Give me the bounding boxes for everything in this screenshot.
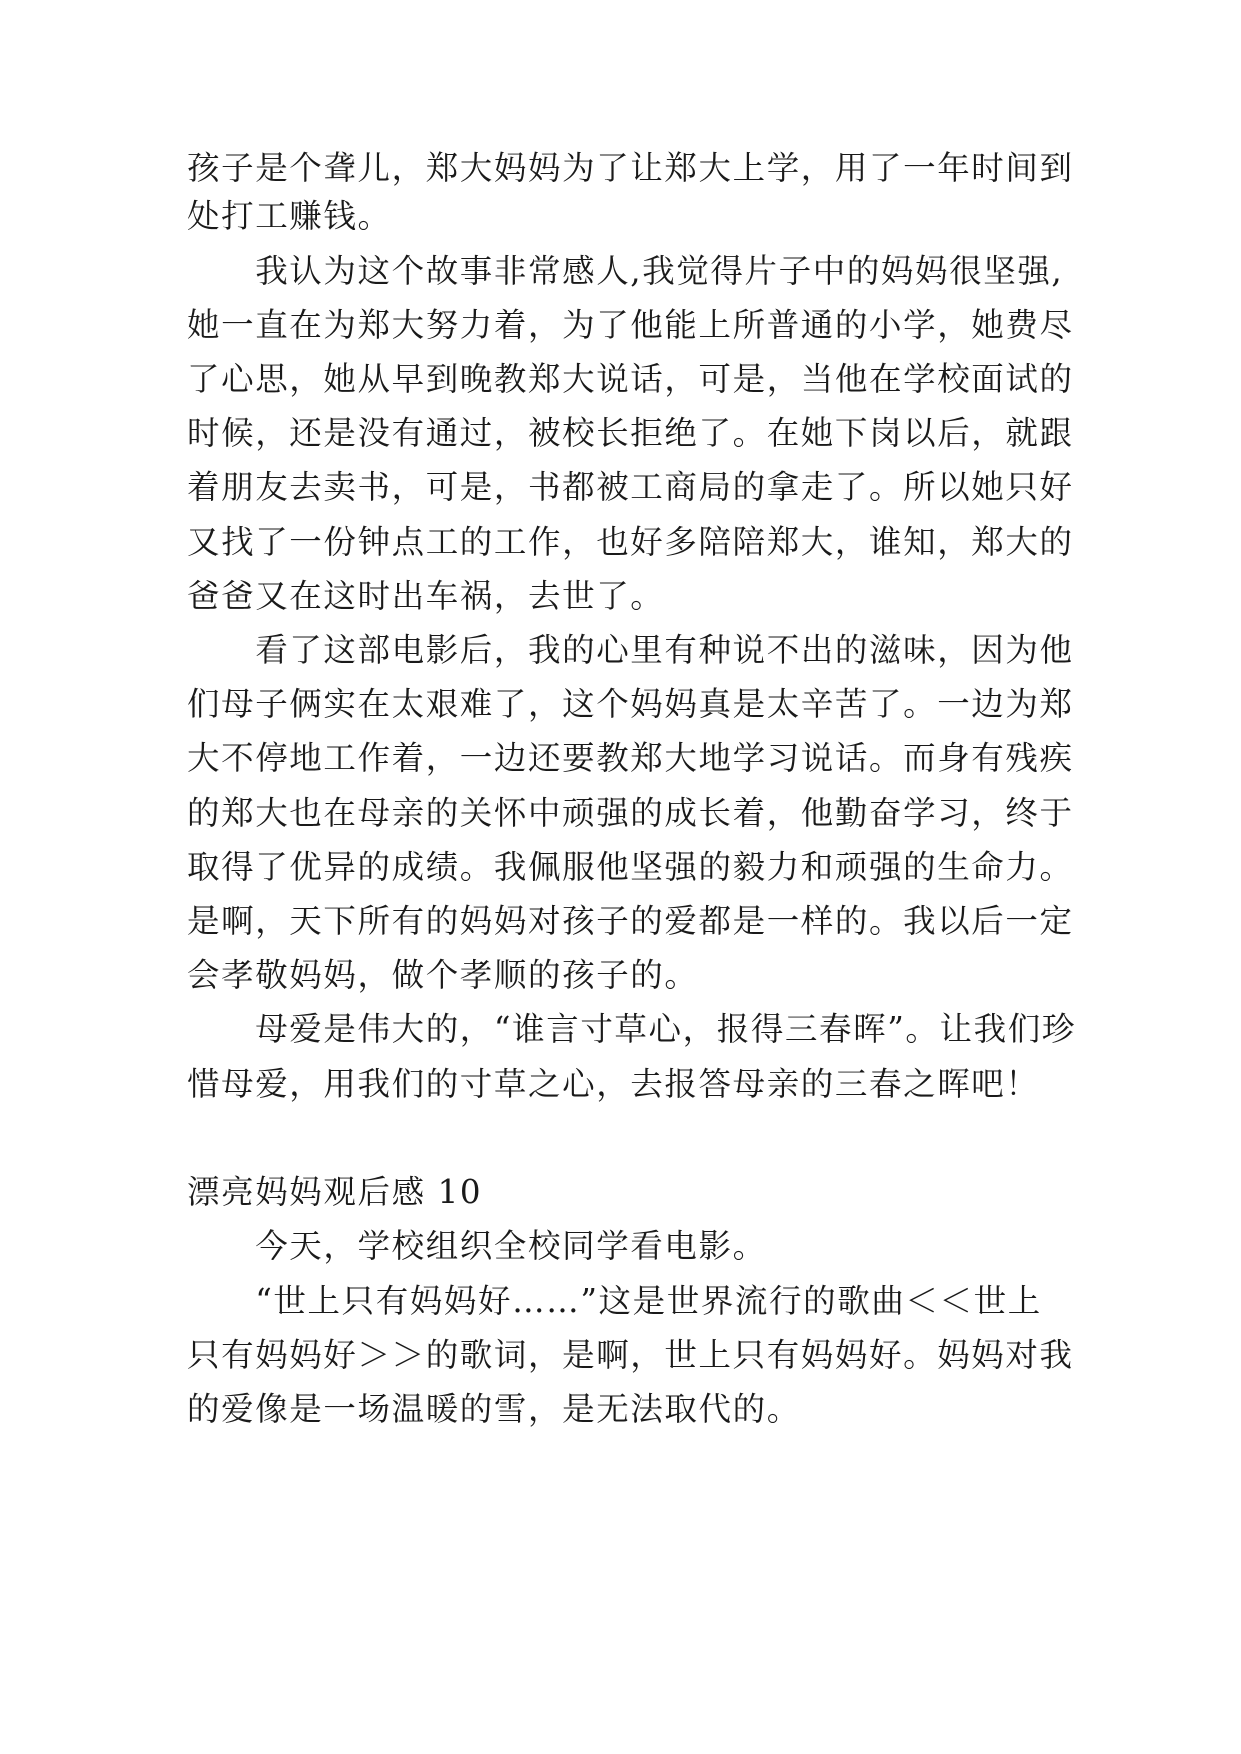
text-line: 惜母爱，用我们的寸草之心，去报答母亲的三春之晖吧！ xyxy=(187,1065,1040,1103)
text-line: 大不停地工作着，一边还要教郑大地学习说话。而身有残疾 xyxy=(187,739,1074,777)
text-line: 会孝敬妈妈，做个孝顺的孩子的。 xyxy=(187,956,699,994)
text-line: 们母子俩实在太艰难了，这个妈妈真是太辛苦了。一边为郑 xyxy=(187,685,1074,723)
text-line: 爸爸又在这时出车祸，去世了。 xyxy=(187,577,665,615)
text-line: 的郑大也在母亲的关怀中顽强的成长着，他勤奋学习，终于 xyxy=(187,794,1074,832)
text-line: 了心思，她从早到晚教郑大说话，可是，当他在学校面试的 xyxy=(187,360,1074,398)
text-line: 时候，还是没有通过，被校长拒绝了。在她下岗以后，就跟 xyxy=(187,414,1074,452)
text-line: 她一直在为郑大努力着，为了他能上所普通的小学，她费尽 xyxy=(187,306,1074,344)
text-line: 处打工赚钱。 xyxy=(187,197,392,235)
text-line: 母爱是伟大的，“谁言寸草心，报得三春晖”。让我们珍 xyxy=(187,1010,1076,1048)
text-line: 又找了一份钟点工的工作，也好多陪陪郑大，谁知，郑大的 xyxy=(187,523,1074,561)
text-line: “世上只有妈妈好……”这是世界流行的歌曲＜＜世上 xyxy=(187,1282,1042,1320)
text-line: 看了这部电影后，我的心里有种说不出的滋味，因为他 xyxy=(187,631,1074,669)
text-line: 我认为这个故事非常感人,我觉得片子中的妈妈很坚强, xyxy=(187,252,1064,290)
text-line: 孩子是个聋儿，郑大妈妈为了让郑大上学，用了一年时间到 xyxy=(187,149,1074,187)
text-line: 是啊，天下所有的妈妈对孩子的爱都是一样的。我以后一定 xyxy=(187,902,1074,940)
text-line: 取得了优异的成绩。我佩服他坚强的毅力和顽强的生命力。 xyxy=(187,848,1074,886)
text-line: 只有妈妈好＞＞的歌词，是啊，世上只有妈妈好。妈妈对我 xyxy=(187,1336,1074,1374)
text-line: 着朋友去卖书，可是，书都被工商局的拿走了。所以她只好 xyxy=(187,468,1074,506)
section-heading: 漂亮妈妈观后感 10 xyxy=(187,1173,483,1211)
text-line: 今天，学校组织全校同学看电影。 xyxy=(187,1227,767,1265)
text-line: 的爱像是一场温暖的雪，是无法取代的。 xyxy=(187,1390,801,1428)
